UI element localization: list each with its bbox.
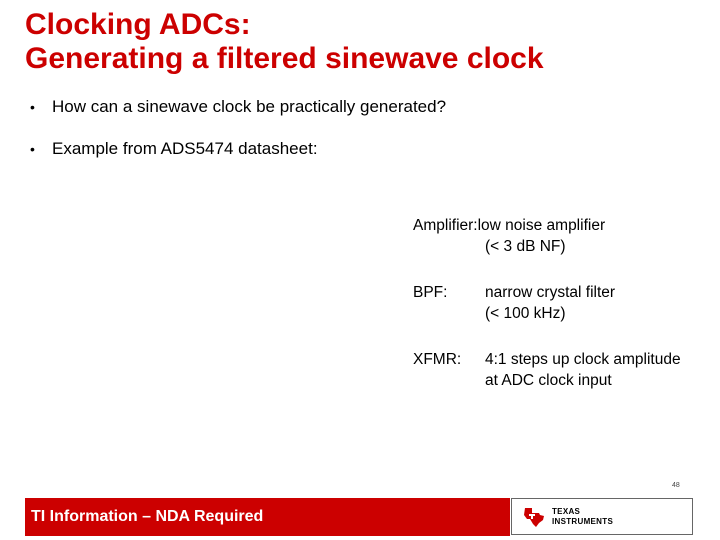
note-term: XFMR: bbox=[413, 351, 462, 368]
bullet-item bbox=[30, 95, 690, 119]
note-term: Amplifier: bbox=[413, 217, 478, 234]
logo-line-2: INSTRUMENTS bbox=[552, 516, 614, 526]
bullet-dot: • bbox=[30, 99, 35, 115]
note-xfmr-detail: at ADC clock input bbox=[485, 372, 612, 389]
company-logo bbox=[511, 498, 693, 535]
component-notes bbox=[413, 215, 718, 391]
note-bpf-detail: (< 100 kHz) bbox=[485, 305, 566, 322]
note-text: 4:1 steps up clock amplitude bbox=[485, 351, 681, 368]
bullet-item bbox=[30, 137, 690, 161]
slide-title bbox=[25, 8, 544, 76]
bullet-dot: • bbox=[30, 141, 35, 157]
note-amplifier-detail: (< 3 dB NF) bbox=[485, 238, 566, 255]
note-bpf bbox=[413, 282, 718, 303]
bullet-list bbox=[30, 95, 690, 161]
note-text: low noise amplifier bbox=[477, 217, 606, 234]
note-xfmr bbox=[413, 349, 718, 370]
title-line-1: Clocking ADCs: bbox=[25, 8, 251, 41]
page-number: 48 bbox=[672, 482, 680, 489]
texas-state-icon bbox=[522, 506, 546, 528]
footer-text: TI Information – NDA Required bbox=[31, 508, 264, 525]
logo-wordmark bbox=[552, 507, 613, 527]
bullet-text: How can a sinewave clock be practically generated? bbox=[52, 97, 447, 116]
title-line-2: Generating a filtered sinewave clock bbox=[25, 42, 544, 75]
footer-banner bbox=[25, 498, 510, 536]
note-amplifier bbox=[413, 215, 718, 236]
logo-line-1: TEXAS bbox=[552, 506, 581, 516]
note-text: narrow crystal filter bbox=[485, 284, 616, 301]
note-term: BPF: bbox=[413, 284, 448, 301]
bullet-text: Example from ADS5474 datasheet: bbox=[52, 139, 318, 158]
